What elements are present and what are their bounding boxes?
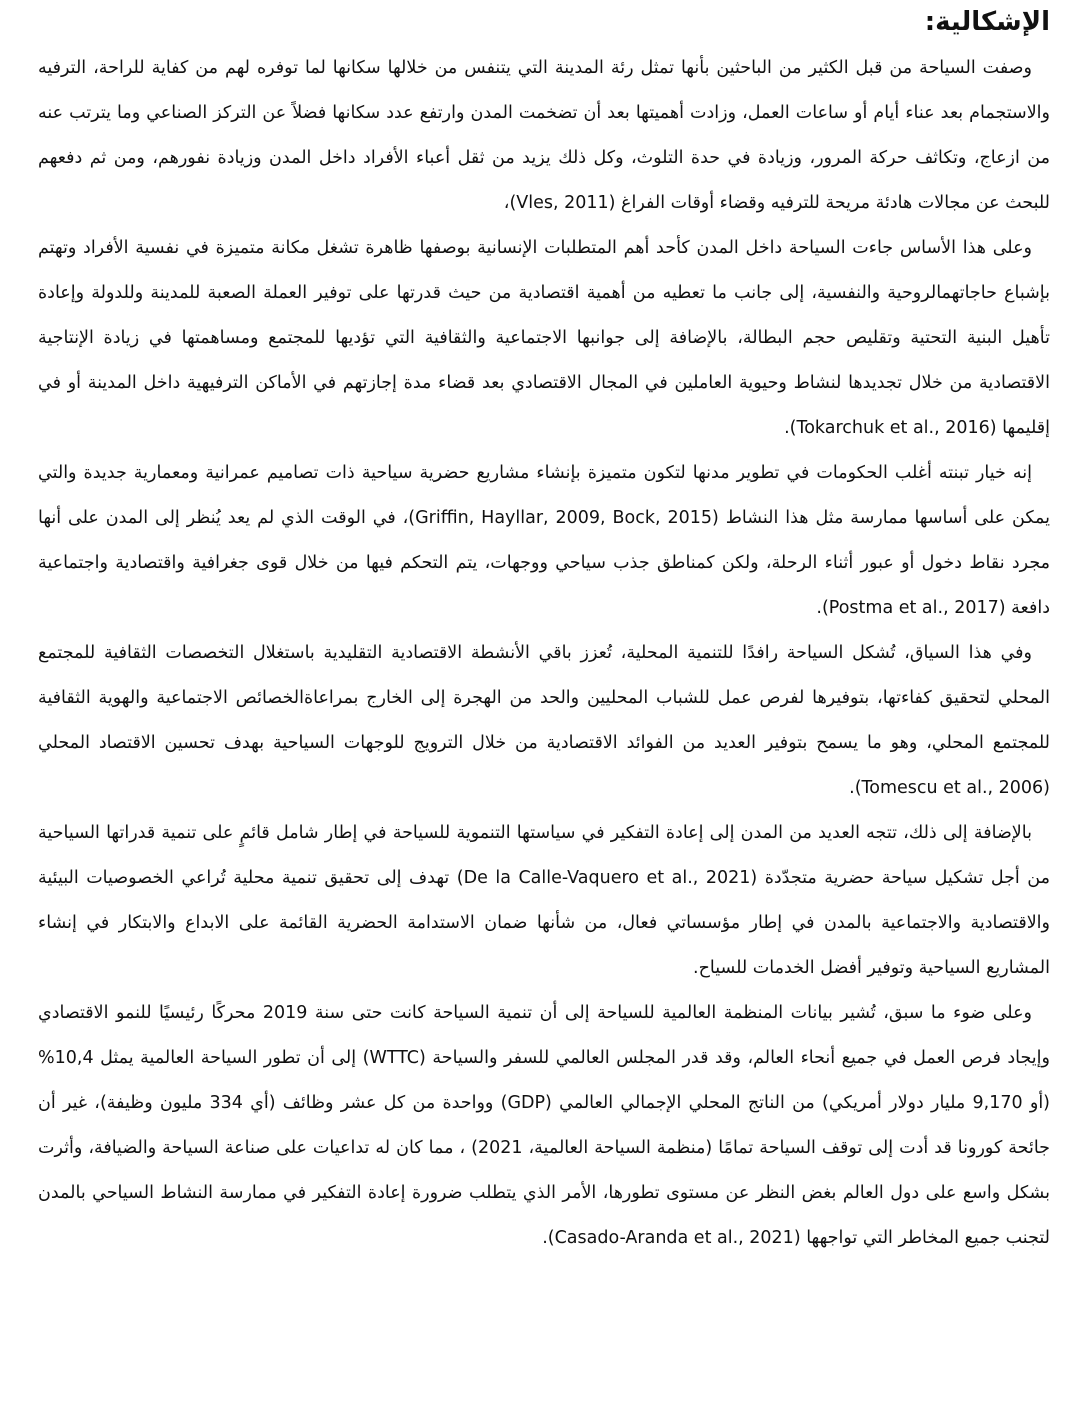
- paragraph-6: [38, 991, 1050, 1261]
- document-page: [38, 4, 1050, 1261]
- paragraph-6-text: وعلى ضوء ما سبق، تُشير بيانات المنظمة العالمية للسياحة إلى أن تنمية السياحة كانت حتى سنة 2019 محركًا رئيسيًا للنمو الاقتصادي وإيجاد فرص العمل في جميع أنحاء العالم، وقد قدر المجلس العالمي للسفر والسياحة (WTTC) إلى أن تطور السياحة العالمية يمثل 10,4% (أو 9,170 مليار دولار أمريكي) من الناتج المحلي الإجمالي العالمي (GDP) وواحدة من كل عشر وظائف (أي 334 مليون وظيفة)، غير أن جائحة كورونا قد أدت إلى توقف السياحة تمامًا (منظمة السياحة العالمية، 2021) ، مما كان له تداعيات على صناعة السياحة والضيافة، وأثرت بشكل واسع على دول العالم بغض النظر عن مستوى تطورها، الأمر الذي يتطلب ضرورة إعادة التفكير في ممارسة النشاط السياحي بالمدن لتجنب جميع المخاطر التي تواجهها (Casado-Aranda et al., 2021).: [38, 1003, 1051, 1248]
- paragraph-4-text: وفي هذا السياق، تُشكل السياحة رافدًا للتنمية المحلية، تُعزز باقي الأنشطة الاقتصادية التقليدية باستغلال التخصصات الثقافية للمجتمع المحلي لتحقيق كفاءتها، بتوفيرها لفرص عمل للشباب المحليين والحد من الهجرة إلى الخارج بمراعاةالخصائص الاجتماعية والهوية الثقافية للمجتمع المحلي، وهو ما يسمح بتوفير العديد من الفوائد الاقتصادية من خلال الترويج للوجهات السياحية بهدف تحسين الاقتصاد المحلي (Tomescu et al., 2006).: [38, 643, 1050, 798]
- paragraph-3-text: إنه خيار تبنته أغلب الحكومات في تطوير مدنها لتكون متميزة بإنشاء مشاريع حضرية سياحية ذات تصاميم عمرانية ومعمارية جديدة والتي يمكن على أساسها ممارسة مثل هذا النشاط (Griffin, Hayllar, 2009, Bock, 2015)، في الوقت الذي لم يعد يُنظر إلى المدن على أنها مجرد نقاط دخول أو عبور أثناء الرحلة، ولكن كمناطق جذب سياحي ووجهات، يتم التحكم فيها من خلال قوى جغرافية واقتصادية واجتماعية دافعة (Postma et al., 2017).: [38, 463, 1051, 618]
- paragraph-4: [38, 631, 1050, 811]
- paragraph-2-text: وعلى هذا الأساس جاءت السياحة داخل المدن كأحد أهم المتطلبات الإنسانية بوصفها ظاهرة تشغل مكانة متميزة في نفسية الأفراد وتهتم بإشباع حاجاتهمالروحية والنفسية، إلى جانب ما تعطيه من أهمية اقتصادية من حيث قدرتها على توفير العملة الصعبة للمدينة وللدولة وإعادة تأهيل البنية التحتية وتقليص حجم البطالة، بالإضافة إلى جوانبها الاجتماعية والثقافية التي تؤديها للمجتمع ومساهمتها في زيادة الإنتاجية الاقتصادية من خلال تجديدها لنشاط وحيوية العاملين في المجال الاقتصادي بعد قضاء مدة إجازتهم في الأماكن الترفيهية داخل المدينة أو في إقليمها (Tokarchuk et al., 2016).: [38, 238, 1050, 438]
- paragraph-5-text: بالإضافة إلى ذلك، تتجه العديد من المدن إلى إعادة التفكير في سياستها التنموية للسياحة في إطار شامل قائمٍ على تنمية قدراتها السياحية من أجل تشكيل سياحة حضرية متجدّدة (De la Calle-Vaquero et al., 2021) تهدف إلى تحقيق تنمية محلية تُراعي الخصوصيات البيئية والاقتصادية والاجتماعية بالمدن في إطار مؤسساتي فعال، من شأنها ضمان الاستدامة الحضرية القائمة على الابداع والابتكار في إنشاء المشاريع السياحية وتوفير أفضل الخدمات للسياح.: [38, 823, 1050, 978]
- section-heading: الإشكالية:: [924, 7, 1050, 37]
- paragraph-1-text: وصفت السياحة من قبل الكثير من الباحثين بأنها تمثل رئة المدينة التي يتنفس من خلالها سكانها لما توفره لهم من كفاية للراحة، الترفيه والاستجمام بعد عناء أيام أو ساعات العمل، وزادت أهميتها بعد أن تضخمت المدن وارتفع عدد سكانها فضلاً عن التركز الصناعي وما يترتب عنه من ازعاج، وتكاثف حركة المرور، وزيادة في حدة التلوث، وكل ذلك يزيد من ثقل أعباء الأفراد داخل المدن وزيادة نفورهم، ومن ثم دفعهم للبحث عن مجالات هادئة مريحة للترفيه وقضاء أوقات الفراغ (Vles, 2011)،: [38, 58, 1050, 213]
- paragraph-1: [38, 46, 1050, 226]
- paragraph-5: [38, 811, 1050, 991]
- paragraph-3: [38, 451, 1050, 631]
- paragraph-2: [38, 226, 1050, 451]
